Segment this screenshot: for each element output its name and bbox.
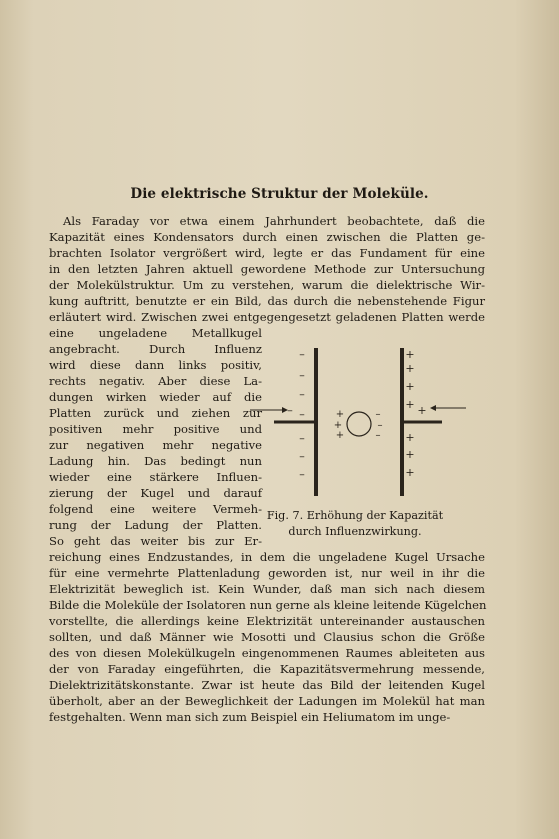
plus-sign: +: [333, 420, 343, 431]
text-line: rechts negativ. Aber diese La-: [49, 374, 262, 388]
minus-sign: –: [299, 450, 305, 463]
text-line: vorstellte, die allerdings keine Elektrizität untereinander austauschen: [49, 614, 485, 628]
text-line: der von Faraday eingeführten, die Kapazitätsvermehrung messende,: [49, 662, 485, 676]
text-line: Platten zurück und ziehen zur: [49, 406, 262, 420]
text-line: Elektrizität beweglich ist. Kein Wunder, daß man sich nach diesem: [49, 582, 485, 596]
plus-sign: +: [405, 398, 415, 411]
minus-sign: –: [299, 432, 305, 445]
text-line: sollten, und daß Männer wie Mosotti und Clausius schon die Größe: [49, 630, 485, 644]
plus-sign: +: [335, 409, 345, 420]
text-line: für eine vermehrte Plattenladung geworden ist, nur weil in ihr die: [49, 566, 485, 580]
text-line: Dielektrizitätskonstante. Zwar ist heute das Bild der leitenden Kugel: [49, 678, 485, 692]
text-line: der Molekülstruktur. Um zu verstehen, warum die dielektrische Wir-: [49, 278, 485, 292]
text-line: wird diese dann links positiv,: [49, 358, 262, 372]
plus-sign: +: [405, 380, 415, 393]
figure-caption-line2: durch Influenzwirkung.: [288, 525, 422, 538]
text-line: dungen wirken wieder auf die: [49, 390, 262, 404]
text-line: Als Faraday vor etwa einem Jahrhundert beobachtete, daß die: [63, 214, 485, 228]
text-line: brachten Isolator vergrößert wird, legte er das Fundament für eine: [49, 246, 485, 260]
text-line: wieder eine stärkere Influen-: [49, 470, 262, 484]
minus-sign: –: [299, 468, 305, 481]
plus-sign: +: [405, 431, 415, 444]
plus-sign: +: [417, 404, 427, 417]
text-line: folgend eine weitere Vermeh-: [49, 502, 262, 516]
minus-sign: –: [299, 369, 305, 382]
text-line: rung der Ladung der Platten.: [49, 518, 262, 532]
text-line: zur negativen mehr negative: [49, 438, 262, 452]
text-line: erläutert wird. Zwischen zwei entgegengesetzt geladenen Platten werde: [49, 310, 485, 324]
text-line: angebracht. Durch Influenz: [49, 342, 262, 356]
text-line: Ladung hin. Das bedingt nun: [49, 454, 262, 468]
minus-sign: –: [299, 388, 305, 401]
metal-sphere: [347, 412, 371, 436]
plus-sign: +: [405, 348, 415, 361]
right-arrow-icon: [430, 405, 466, 411]
text-line: reichung eines Endzustandes, in dem die ungeladene Kugel Ursache: [49, 550, 485, 564]
text-line: Kapazität eines Kondensators durch einen zwischen die Platten ge-: [49, 230, 485, 244]
plus-sign: +: [335, 430, 345, 441]
right-plate-charges: [405, 348, 426, 479]
figure-caption-line1: Fig. 7. Erhöhung der Kapazität: [266, 509, 444, 522]
text-line: des von diesen Molekülkugeln eingenommenen Raumes ableiteten aus: [49, 646, 485, 660]
text-line: Bilde die Moleküle der Isolatoren nun gerne als kleine leitende Kügelchen: [49, 598, 487, 612]
text-line: überholt, aber an der Beweglichkeit der Ladungen im Molekül hat man: [49, 694, 485, 708]
minus-sign: –: [375, 409, 381, 420]
text-line: kung auftritt, benutzte er ein Bild, das durch die nebenstehende Figur: [49, 294, 485, 308]
plus-sign: +: [405, 362, 415, 375]
minus-sign: –: [377, 420, 383, 431]
page-title: Die elektrische Struktur der Moleküle.: [130, 186, 429, 202]
plus-sign: +: [405, 448, 415, 461]
minus-sign: –: [287, 404, 293, 417]
text-line: in den letzten Jahren aktuell gewordene Methode zur Untersuchung: [49, 262, 485, 276]
text-line: festgehalten. Wenn man sich zum Beispiel ein Heliumatom im unge-: [49, 710, 451, 724]
text-line: positiven mehr positive und: [49, 422, 262, 436]
plus-sign: +: [405, 466, 415, 479]
left-arrow-icon: [250, 407, 288, 413]
left-plate-charges: [287, 348, 305, 481]
minus-sign: –: [299, 348, 305, 361]
minus-sign: –: [299, 408, 305, 421]
text-line: eine ungeladene Metallkugel: [49, 326, 262, 340]
minus-sign: –: [375, 430, 381, 441]
text-line: zierung der Kugel und darauf: [49, 486, 262, 500]
text-line: So geht das weiter bis zur Er-: [49, 534, 262, 548]
capacitor-figure: [240, 342, 470, 502]
